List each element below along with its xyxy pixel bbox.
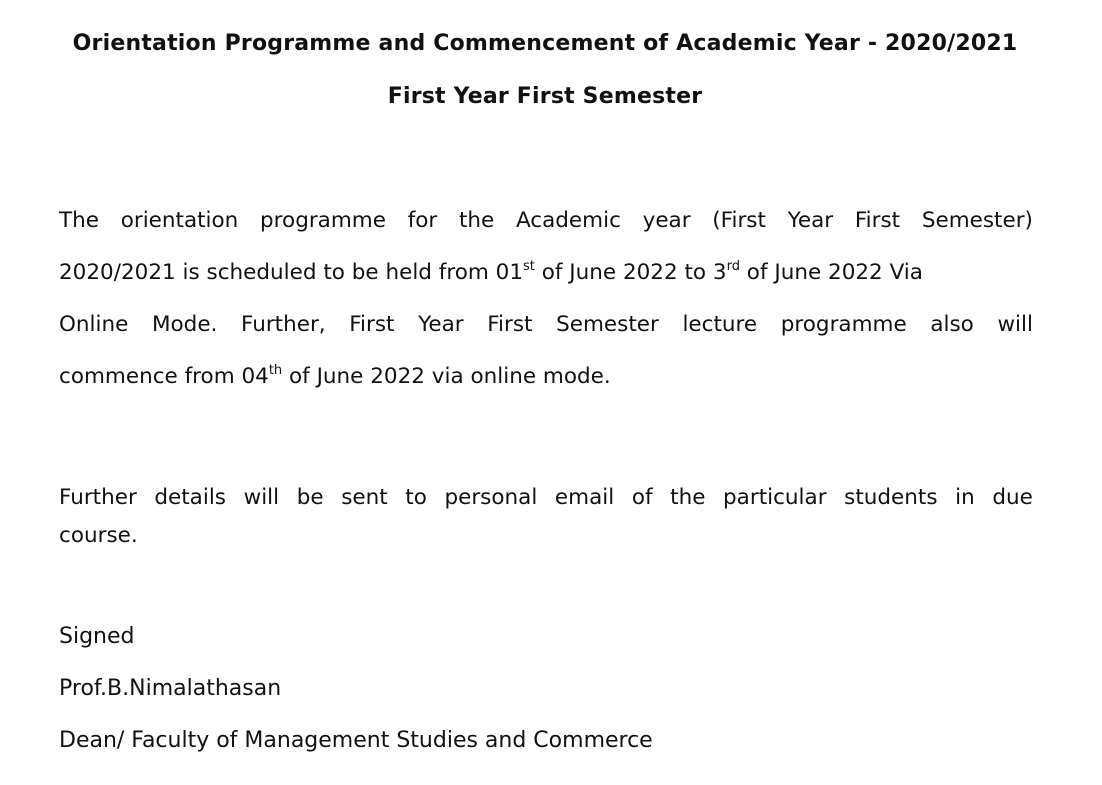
paragraph-line bbox=[59, 205, 1033, 257]
date-text: of June 2022 Via bbox=[739, 260, 923, 285]
word: students bbox=[844, 485, 938, 510]
word: Further, bbox=[241, 312, 326, 337]
paragraph-line bbox=[59, 361, 1033, 413]
signatory-position: Dean/ Faculty of Management Studies and Commerce bbox=[59, 728, 653, 753]
word: Academic bbox=[515, 208, 621, 233]
ordinal-suffix: rd bbox=[726, 259, 740, 274]
word: to bbox=[405, 485, 427, 510]
word: sent bbox=[341, 485, 388, 510]
word: Semester) bbox=[921, 208, 1033, 233]
word: details bbox=[154, 485, 227, 510]
paragraph-line bbox=[59, 257, 1033, 309]
word: be bbox=[296, 485, 324, 510]
word: programme bbox=[780, 312, 907, 337]
word: for bbox=[407, 208, 438, 233]
word: First bbox=[854, 208, 901, 233]
signed-label: Signed bbox=[59, 624, 135, 649]
line-segment bbox=[59, 257, 923, 309]
date-text: commence from 04 bbox=[59, 364, 269, 389]
date-text: of June 2022 via online mode. bbox=[282, 364, 611, 389]
paragraph-line bbox=[59, 309, 1033, 361]
word: will bbox=[243, 485, 280, 510]
paragraph-line bbox=[59, 482, 1033, 520]
word: (First bbox=[712, 208, 766, 233]
word: due bbox=[992, 485, 1033, 510]
word: personal bbox=[444, 485, 538, 510]
word: will bbox=[997, 312, 1033, 337]
ordinal-suffix: st bbox=[523, 259, 535, 274]
word: Online bbox=[59, 312, 129, 337]
word: Year bbox=[787, 208, 834, 233]
word: Year bbox=[418, 312, 464, 337]
signatory-name: Prof.B.Nimalathasan bbox=[59, 676, 282, 701]
word: in bbox=[955, 485, 975, 510]
word: particular bbox=[723, 485, 827, 510]
document-title: Orientation Programme and Commencement of Academic Year - 2020/2021 bbox=[72, 31, 1018, 56]
word: of bbox=[631, 485, 653, 510]
paragraph-line: course. bbox=[59, 523, 138, 548]
ordinal-suffix: th bbox=[268, 363, 283, 378]
word: Mode. bbox=[151, 312, 218, 337]
orientation-paragraph bbox=[59, 205, 1033, 413]
word: Semester bbox=[556, 312, 659, 337]
word: the bbox=[458, 208, 495, 233]
word: orientation bbox=[120, 208, 239, 233]
word: The bbox=[59, 208, 99, 233]
word: email bbox=[554, 485, 615, 510]
word: also bbox=[930, 312, 974, 337]
date-text: of June 2022 to 3 bbox=[534, 260, 727, 285]
word: First bbox=[349, 312, 395, 337]
date-text: 2020/2021 is scheduled to be held from 01 bbox=[59, 260, 524, 285]
document-subtitle: First Year First Semester bbox=[387, 84, 703, 109]
word: First bbox=[487, 312, 533, 337]
details-paragraph bbox=[59, 482, 1033, 558]
word: Further bbox=[59, 485, 137, 510]
word: year bbox=[642, 208, 691, 233]
word: programme bbox=[260, 208, 386, 233]
word: lecture bbox=[682, 312, 758, 337]
word: the bbox=[670, 485, 706, 510]
